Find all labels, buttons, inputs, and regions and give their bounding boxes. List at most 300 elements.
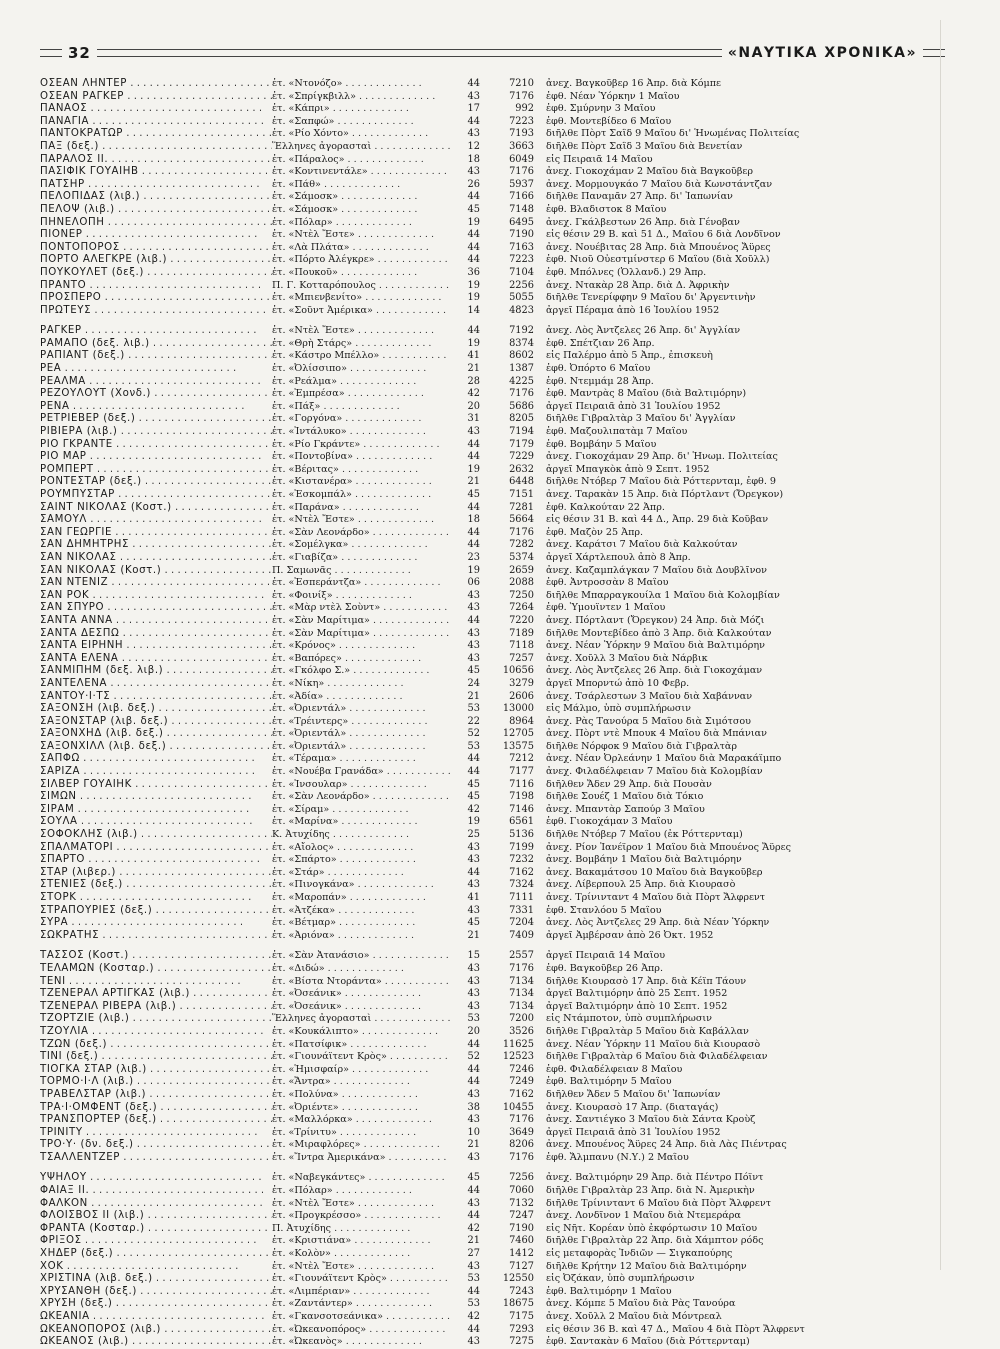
table-row	[40, 527, 935, 540]
ship-year: 43	[467, 1151, 480, 1163]
ship-name: ΣΑΝΜΙΠΗΜ (δεξ. λιβ.) . . .	[40, 665, 272, 678]
table-row	[40, 292, 935, 305]
ship-name: ΩΚΕΑΝΟΣ (λιβ.) . . .	[40, 1336, 272, 1349]
ship-year: 45	[467, 791, 480, 803]
ship-year: 45	[467, 203, 480, 215]
ship-position: διῆλθε Τρίνινταντ 6 Μαΐου διὰ Πὸρτ Ἄλφρεντ	[546, 1197, 772, 1209]
ship-year: 23	[467, 551, 480, 563]
ship-owner: ἐτ. «Ὀλίσσιπο» . . .	[272, 363, 450, 376]
ship-position: ἀνεχ. Λονδῖνον 1 Μαΐου διὰ Ντεμεράρα	[546, 1210, 741, 1222]
ship-position: ἀργεῖ Πειραιᾶ 14 Μαΐου	[546, 950, 666, 962]
ship-year: 19	[467, 463, 480, 475]
ship-position: ἀνεχ. Γιοκοχάμαν 2 Μαΐου διὰ Βαγκοῦβερ	[546, 166, 754, 178]
table-row	[40, 1001, 935, 1014]
ship-tonnage: 7192	[509, 325, 534, 337]
table-row	[40, 426, 935, 439]
ship-tonnage: 3279	[509, 677, 534, 689]
ship-name: ΠΡΑΝΤΟ . . .	[40, 280, 272, 293]
table-row	[40, 1336, 935, 1349]
ship-year: 44	[467, 1063, 480, 1075]
ship-year: 43	[467, 962, 480, 974]
table-row	[40, 128, 935, 141]
ship-year: 19	[467, 216, 480, 228]
ship-name: ΦΡΙΞΟΣ . . .	[40, 1235, 272, 1248]
ship-owner: ἐτ. «Βέτμαρ» . . .	[272, 917, 450, 930]
table-row	[40, 514, 935, 527]
ship-name: ΣΤΡΑΠΟΥΡΙΕΣ (δεξ.) . . .	[40, 905, 272, 918]
ship-tonnage: 7257	[509, 652, 534, 664]
page-fold-line	[940, 20, 941, 1270]
ship-name: ΩΚΕΑΝΙΑ . . .	[40, 1311, 272, 1324]
ship-position: ἀνεχ. Πὸρτ ντὲ Μπουκ 4 Μαΐου διὰ Μπάνιαν	[546, 728, 767, 740]
table-row	[40, 476, 935, 489]
table-row	[40, 779, 935, 792]
ship-position: ἀνεχ. Βαλτιμόρην 29 Ἀπρ. διὰ Πέντρο Πόϊντ	[546, 1172, 764, 1184]
ship-position: ἀνεχ. Τσάρλεστων 3 Μαΐου διὰ Χαβάνναν	[546, 690, 753, 702]
table-row	[40, 678, 935, 691]
ship-tonnage: 7060	[509, 1185, 534, 1197]
ship-year: 45	[467, 1172, 480, 1184]
table-row	[40, 1152, 935, 1165]
table-row	[40, 179, 935, 192]
ship-position: ἐφθ. Μαζὸν 25 Ἀπρ.	[546, 526, 644, 538]
ship-year: 52	[467, 1051, 480, 1063]
ship-name: ΤΡΙΝΙΤΥ . . .	[40, 1127, 272, 1140]
ship-tonnage: 7118	[509, 640, 534, 652]
ship-name: ΣΟΥΛΑ . . .	[40, 816, 272, 829]
ship-year: 53	[467, 1013, 480, 1025]
ship-name: ΡΕΤΡΙΕΒΕΡ (δεξ.) . . .	[40, 413, 272, 426]
ship-owner: ἐτ. «Ἐσκομπάλ» . . .	[272, 489, 450, 502]
ship-tonnage: 7293	[509, 1323, 534, 1335]
table-row	[40, 628, 935, 641]
ship-year: 43	[467, 1000, 480, 1012]
ship-name: ΡΟΝΤΕΣΤΑΡ (δεξ.) . . .	[40, 476, 272, 489]
table-row	[40, 388, 935, 401]
ship-tonnage: 7179	[509, 438, 534, 450]
table-row	[40, 413, 935, 426]
table-row	[40, 1235, 935, 1248]
ship-tonnage: 4225	[509, 375, 534, 387]
ship-year: 19	[467, 337, 480, 349]
ship-year: 43	[467, 904, 480, 916]
ship-year: 21	[467, 1235, 480, 1247]
ship-year: 45	[467, 917, 480, 929]
ship-owner: ἐτ. «Ποντοβίνα» . . .	[272, 451, 450, 464]
ship-name: ΡΕΖΟΥΛΟΥΤ (Χονδ.) . . .	[40, 388, 272, 401]
ship-year: 25	[467, 829, 480, 841]
ship-tonnage: 8602	[509, 350, 534, 362]
ship-position: ἐφθ. Στανλόου 5 Μαΐου	[546, 904, 662, 916]
table-row	[40, 1139, 935, 1152]
ship-tonnage: 7134	[509, 1000, 534, 1012]
ship-position: ἀνεχ. Χοῦλλ 3 Μαΐου διὰ Νάρβικ	[546, 652, 708, 664]
ship-tonnage: 5937	[509, 178, 534, 190]
ship-owner: ἐτ. «Γιουνάϊτεντ Κρὸς» . . .	[272, 1273, 450, 1286]
page-number: 32	[68, 44, 91, 62]
ship-owner: ἐτ. «Σὰν Ἀτανάσιο» . . .	[272, 950, 450, 963]
ship-name: ΤΙΝΙ (δεξ.) . . .	[40, 1051, 272, 1064]
ship-owner: ἐτ. «Ὀριέντε» . . .	[272, 1102, 450, 1115]
ship-name: ΤΕΛΑΜΩΝ (Κοσταρ.) . . .	[40, 963, 272, 976]
ship-tonnage: 8374	[509, 337, 534, 349]
ship-name: ΣΑΙΝΤ ΝΙΚΟΛΑΣ (Κοστ.) . . .	[40, 502, 272, 515]
ship-position: ἀργεῖ Βαλτιμόρην ἀπὸ 10 Σεπτ. 1952	[546, 1000, 728, 1012]
ship-owner: ἐτ. «Ζαντάντερ» . . .	[272, 1298, 450, 1311]
ship-owner: ἐτ. «Μπιενβενίτο» . . .	[272, 292, 450, 305]
ship-name: ΣΠΑΛΜΑΤΟΡΙ . . .	[40, 842, 272, 855]
ship-name: ΧΡΥΣΑΝΘΗ (δεξ.) . . .	[40, 1286, 272, 1299]
ship-owner: ἐτ. «Ἰνσουλαρ» . . .	[272, 779, 450, 792]
ship-year: 27	[467, 1248, 480, 1260]
ship-position: διῆλθε Σουέζ 1 Μαΐου διὰ Τόκιο	[546, 791, 704, 803]
ship-name: ΣΤΕΝΙΕΣ (δεξ.) . . .	[40, 879, 272, 892]
ship-name: ΣΑΝ ΝΙΚΟΛΑΣ (Κοστ.) . . .	[40, 565, 272, 578]
table-row	[40, 103, 935, 116]
ship-name: ΤΣΑΛΛΕΝΤΖΕΡ . . .	[40, 1152, 272, 1165]
ship-year: 38	[467, 1101, 480, 1113]
ship-tonnage: 7200	[509, 1013, 534, 1025]
ship-tonnage: 7111	[509, 892, 534, 903]
ship-position: εἰς Ντάμποτον, ὑπὸ συμπλήρωσιν	[546, 1013, 712, 1025]
ship-tonnage: 7460	[509, 1235, 534, 1247]
ship-position: ἐφθ. Μαζουλιπατὰμ 7 Μαΐου	[546, 426, 688, 438]
ship-tonnage: 7175	[509, 1311, 534, 1322]
ship-year: 44	[467, 451, 480, 463]
ship-name: ΤΖΩΝ (δεξ.) . . .	[40, 1039, 272, 1052]
ship-name: ΧΟΚ . . .	[40, 1261, 272, 1274]
table-row	[40, 615, 935, 628]
ship-tonnage: 4823	[509, 304, 534, 316]
ship-position: ἀνεχ. Καζαμπλάγκαν 7 Μαΐου διὰ Δουβλῖνον	[546, 564, 768, 576]
ship-position: ἀνεχ. Πόρτλαντ (Ὄρεγκον) 24 Ἀπρ. διὰ Μόζι	[546, 614, 765, 626]
ship-name: ΣΑΞΟΝΣΗ (λιβ. δεξ.) . . .	[40, 703, 272, 716]
ship-name: ΤΡΑΒΕΛΣΤΑΡ (λιβ.) . . .	[40, 1089, 272, 1102]
ship-tonnage: 7275	[509, 1336, 534, 1348]
ship-year: 44	[467, 438, 480, 450]
ship-year: 43	[467, 652, 480, 664]
ship-position: ἀνεχ. Νουέβιτας 28 Ἀπρ. διὰ Μπουένος Ἄϋρες	[546, 241, 771, 253]
table-row	[40, 439, 935, 452]
ship-tonnage: 7194	[509, 426, 534, 438]
ship-owner: ἐτ. «Σοῦντ Ἀμέρικα» . . .	[272, 305, 450, 318]
ship-tonnage: 7134	[509, 988, 534, 1000]
ship-position: διῆλθε Τενερίφφην 9 Μαΐου δι' Ἀργεντινὴν	[546, 292, 756, 304]
table-row	[40, 963, 935, 976]
ship-year: 44	[467, 229, 480, 241]
ship-year: 41	[467, 892, 480, 903]
ship-tonnage: 7246	[509, 1063, 534, 1075]
ship-position: εἰς Πειραιᾶ 14 Μαΐου	[546, 153, 653, 165]
ship-position: ἐφθ. Μαντρὰς 8 Μαΐου (διὰ Βαλτιμόρην)	[546, 388, 747, 400]
ship-year: 42	[467, 388, 480, 400]
ship-name: ΧΡΙΣΤΙΝΑ (λιβ. δεξ.) . . .	[40, 1273, 272, 1286]
header-rule-right	[923, 49, 945, 57]
ship-position: εἰς Ὀζάκαν, ὑπὸ συμπλήρωσιν	[546, 1273, 695, 1285]
ship-year: 43	[467, 1336, 480, 1348]
ship-name: ΣΑΝ ΡΟΚ . . .	[40, 590, 272, 603]
group-separator	[40, 942, 935, 950]
ship-tonnage: 7409	[509, 929, 534, 941]
ship-position: ἐφθ. Ὀπόρτο 6 Μαΐου	[546, 363, 651, 375]
ship-tonnage: 7281	[509, 501, 534, 513]
ship-year: 14	[467, 304, 480, 316]
ship-name: ΦΑΛΚΟΝ . . .	[40, 1198, 272, 1211]
table-row	[40, 1185, 935, 1198]
table-row	[40, 1127, 935, 1140]
table-row	[40, 78, 935, 91]
ship-name: ΣΑΝ ΝΤΕΝΙΖ . . .	[40, 577, 272, 590]
ship-year: 43	[467, 854, 480, 866]
ship-owner: ἐτ. «Ἡμισφαίρ» . . .	[272, 1064, 450, 1077]
ship-owner: ἐτ. «Κάστρο Μπέλλο» . . .	[272, 350, 450, 363]
table-row	[40, 950, 935, 963]
ship-movements-table	[40, 78, 935, 1349]
ship-year: 44	[467, 1185, 480, 1197]
ship-tonnage: 7193	[509, 128, 534, 140]
ship-name: ΠΑΤΣΗΡ . . .	[40, 179, 272, 192]
ship-year: 43	[467, 627, 480, 639]
ship-owner: ἐτ. «Σάμοσκ» . . .	[272, 191, 450, 204]
ship-name: ΤΖΕΝΕΡΑΛ ΑΡΤΙΓΚΑΣ (λιβ.) . . .	[40, 988, 272, 1001]
ship-tonnage: 6049	[509, 153, 534, 165]
ship-name: ΡΟΜΠΕΡΤ . . .	[40, 464, 272, 477]
ship-name: ΡΙΒΙΕΡΑ (λιβ.) . . .	[40, 426, 272, 439]
ship-year: 44	[467, 501, 480, 513]
ship-tonnage: 2088	[509, 577, 534, 589]
ship-tonnage: 2256	[509, 279, 534, 291]
ship-tonnage: 8205	[509, 413, 534, 425]
ship-position: ἀργεῖ Πέραμα ἀπὸ 16 Ἰουλίου 1952	[546, 304, 720, 316]
ship-owner: ἐτ. «Κιστανέρα» . . .	[272, 476, 450, 489]
group-separator	[40, 1164, 935, 1172]
ship-position: εἰς Παλέρμο ἀπὸ 5 Ἀπρ., ἐπισκευὴ	[546, 350, 713, 362]
ship-owner: ἐτ. «Σομέλγκα» . . .	[272, 539, 450, 552]
ship-tonnage: 11625	[502, 1038, 534, 1050]
ship-position: ἐφθ. Νέαν Ὑόρκην 1 Μαΐου	[546, 90, 680, 102]
ship-name: ΣΑΞΟΝΣΤΑΡ (λιβ. δεξ.) . . .	[40, 716, 272, 729]
ship-tonnage: 13000	[502, 703, 534, 715]
ship-name: ΤΡΟ·Υ· (δν. δεξ.) . . .	[40, 1139, 272, 1152]
ship-owner: ἐτ. «Σίραμ» . . .	[272, 804, 450, 817]
ship-position: διῆλθε Μοντεβίδεο ἀπὸ 3 Ἀπρ. διὰ Καλκούταν	[546, 627, 772, 639]
ship-position: ἀνεχ. Μορμουγκάο 7 Μαΐου διὰ Κωνστάντζαν	[546, 178, 773, 190]
ship-owner: ἐτ. «Μιραφλόρες» . . .	[272, 1139, 450, 1152]
ship-position: ἐφθ. Βαλτιμόρην 1 Μαΐου	[546, 1285, 672, 1297]
ship-year: 43	[467, 166, 480, 178]
table-row	[40, 577, 935, 590]
ship-year: 42	[467, 1311, 480, 1322]
ship-year: 44	[467, 115, 480, 127]
ship-owner: ἐτ. «Ὠκεανοπόρος» . . .	[272, 1324, 450, 1337]
ship-name: ΣΙΜΩΝ . . .	[40, 791, 272, 804]
table-row	[40, 716, 935, 729]
table-row	[40, 191, 935, 204]
header-rule-middle	[97, 49, 722, 57]
ship-tonnage: 7162	[509, 1088, 534, 1100]
ship-owner: ἐτ. «Ρίο Χόντο» . . .	[272, 128, 450, 141]
ship-position: διῆλθε Γιβραλτὰρ 23 Ἀπρ. διὰ Ν. Ἀμερικὴν	[546, 1185, 755, 1197]
ship-tonnage: 7223	[509, 254, 534, 266]
ship-year: 44	[467, 325, 480, 337]
ship-name: ΡΑΜΑΠΟ (δεξ. λιβ.) . . .	[40, 338, 272, 351]
ship-owner: ἐτ. «Πολύνα» . . .	[272, 1089, 450, 1102]
ship-owner: ἐτ. «Μὰρ ντὲλ Σοὺντ» . . .	[272, 602, 450, 615]
table-row	[40, 141, 935, 154]
ship-name: ΠΗΝΕΛΟΠΗ . . .	[40, 217, 272, 230]
ship-year: 20	[467, 1025, 480, 1037]
ship-position: διῆλθε Γιβραλτὰρ 3 Μαΐου δι' Ἀγγλίαν	[546, 413, 736, 425]
ship-owner: ἐτ. «Στάρ» . . .	[272, 867, 450, 880]
table-row	[40, 91, 935, 104]
ship-name: ΣΑΠΦΩ . . .	[40, 753, 272, 766]
table-row	[40, 976, 935, 989]
ship-tonnage: 3526	[509, 1025, 534, 1037]
ship-year: 18	[467, 153, 480, 165]
ship-position: διῆλθε Γιβραλτὰρ 5 Μαΐου διὰ Καβάλλαν	[546, 1025, 749, 1037]
ship-owner: ἐτ. «Μαροπάν» . . .	[272, 892, 450, 905]
ship-name: ΣΑΜΟΥΛ . . .	[40, 514, 272, 527]
ship-name: ΡΙΟ ΜΑΡ . . .	[40, 451, 272, 464]
table-row	[40, 653, 935, 666]
ship-owner: ἐτ. «Πουκοῦ» . . .	[272, 267, 450, 280]
ship-tonnage: 5664	[509, 514, 534, 526]
ship-position: ἐφθ. Ἀντροσσὰν 8 Μαΐου	[546, 577, 669, 589]
ship-tonnage: 5374	[509, 551, 534, 563]
ship-name: ΤΡΑ·Ι·ΟΜΦΕΝΤ (δεξ.) . . .	[40, 1102, 272, 1115]
table-row	[40, 1051, 935, 1064]
ship-year: 53	[467, 1298, 480, 1310]
ship-tonnage: 2632	[509, 463, 534, 475]
table-row	[40, 464, 935, 477]
ship-position: ἐφθ. Μοντεβίδεο 6 Μαΐου	[546, 115, 672, 127]
ship-position: ἐφθ. Βλαδιστοκ 8 Μαΐου	[546, 203, 667, 215]
table-row	[40, 401, 935, 414]
table-row	[40, 766, 935, 779]
ship-name: ΠΑΝΤΟΚΡΑΤΩΡ . . .	[40, 128, 272, 141]
ship-position: ἐφθ. Βομβάην 5 Μαΐου	[546, 438, 657, 450]
ship-year: 43	[467, 640, 480, 652]
ship-tonnage: 7162	[509, 866, 534, 878]
ship-owner: ἐτ. «Ντὲλ Ἔστε» . . .	[272, 1261, 450, 1274]
ship-position: εἰς μεταφορὰς Ἰνδιῶν — Σιγκαπούρης	[546, 1248, 733, 1260]
table-row	[40, 590, 935, 603]
ship-tonnage: 7176	[509, 962, 534, 974]
ship-tonnage: 7190	[509, 1222, 534, 1234]
ship-year: 52	[467, 728, 480, 740]
ship-name: ΣΑΞΟΝΧΙΛΛ (λιβ. δεξ.) . . .	[40, 741, 272, 754]
table-row	[40, 892, 935, 905]
ship-tonnage: 7116	[509, 778, 534, 790]
ship-owner: ἐτ. «Κολὸν» . . .	[272, 1248, 450, 1261]
ship-tonnage: 13575	[502, 740, 534, 752]
ship-name: ΦΡΑΝΤΑ (Κοσταρ.) . . .	[40, 1223, 272, 1236]
ship-year: 36	[467, 266, 480, 278]
ship-owner: ἐτ. «Σαπφώ» . . .	[272, 116, 450, 129]
table-row	[40, 325, 935, 338]
ship-position: ἀργεῖ Ἀμβέρσαν ἀπὸ 26 Ὀκτ. 1952	[546, 929, 714, 941]
ship-position: ἀργεῖ Χάρτλεπουλ ἀπὸ 8 Ἀπρ.	[546, 551, 691, 563]
ship-owner: ἐτ. «Ντὲλ Ἔστε» . . .	[272, 229, 450, 242]
ship-position: διῆλθε Ντόβερ 7 Μαΐου (ἐκ Ρόττερνταμ)	[546, 829, 743, 841]
ship-name: ΠΑΡΑΛΟΣ ΙΙ. . . .	[40, 154, 272, 167]
ship-tonnage: 7176	[509, 388, 534, 400]
table-row	[40, 917, 935, 930]
ship-position: ἀνεχ. Νέαν Ὀρλεάνην 1 Μαΐου διὰ Μαρακάϊμπο	[546, 753, 782, 765]
table-row	[40, 242, 935, 255]
header-rule-left	[40, 49, 62, 57]
ship-owner: ἐτ. «Νίκη» . . .	[272, 678, 450, 691]
group-separator	[40, 317, 935, 325]
ship-owner: ἐτ. «Ὀριεντάλ» . . .	[272, 741, 450, 754]
ship-owner: ἐτ. «Γιουνάϊτεντ Κρὸς» . . .	[272, 1051, 450, 1064]
ship-year: 44	[467, 78, 480, 89]
table-row	[40, 1261, 935, 1274]
ship-tonnage: 12523	[502, 1051, 534, 1063]
ship-owner: ἐτ. «Ὀσεάνικ» . . .	[272, 988, 450, 1001]
table-row	[40, 640, 935, 653]
ship-owner: ἐτ. «Ντὲλ Ἔστε» . . .	[272, 514, 450, 527]
ship-name: ΠΑΝΑΟΣ . . .	[40, 103, 272, 116]
ship-position: διῆλθε Γιβραλτὰρ 22 Ἀπρ. διὰ Χάμπτον ρόδς	[546, 1235, 764, 1247]
ship-position: ἀνεχ. Κιουρασὸ 17 Ἀπρ. (διαταγάς)	[546, 1101, 719, 1113]
ship-owner: ἐτ. «Σὰν Λεονάρδο» . . .	[272, 791, 450, 804]
ship-name: ΣΟΦΟΚΛΗΣ (λιβ.) . . .	[40, 829, 272, 842]
table-row	[40, 1039, 935, 1052]
table-row	[40, 1324, 935, 1337]
ship-position: ἀνεχ. Λὸς Ἀντζελες 26 Ἀπρ. δι' Ἀγγλίαν	[546, 325, 741, 337]
ship-name: ΣΤΟΡΚ . . .	[40, 892, 272, 905]
ship-name: ΣΑΝ ΣΠΥΡΟ . . .	[40, 602, 272, 615]
ship-position: ἐφθ. Μπόλνες (Ὁλλανδ.) 29 Ἀπρ.	[546, 266, 707, 278]
ship-position: ἀνεχ. Γιοκοχάμαν 29 Ἀπρ. δι' Ἡνωμ. Πολιτείας	[546, 451, 778, 463]
ship-position: εἰς Μάλμο, ὑπὸ συμπλήρωσιν	[546, 703, 691, 715]
ship-tonnage: 7331	[509, 904, 534, 916]
ship-owner: Π. Σαμωνᾶς . . .	[272, 565, 450, 578]
table-row	[40, 1223, 935, 1236]
ship-tonnage: 1412	[509, 1248, 534, 1260]
ship-tonnage: 6495	[509, 216, 534, 228]
ship-position: ἀνεχ. Λίβερπουλ 25 Ἀπρ. διὰ Κιουρασὸ	[546, 879, 736, 891]
table-row	[40, 363, 935, 376]
ship-position: διῆλθεν Ἄδεν 5 Μαΐου δι' Ἰαπωνίαν	[546, 1088, 721, 1100]
ship-year: 21	[467, 690, 480, 702]
table-row	[40, 1076, 935, 1089]
ship-owner: ἐτ. «Γκανσοτσεάνικα» . . .	[272, 1311, 450, 1324]
table-row	[40, 1172, 935, 1185]
ship-year: 12	[467, 140, 480, 152]
ship-owner: ἐτ. «Βαπόρες» . . .	[272, 653, 450, 666]
ship-owner: ἐτ. «Παράνα» . . .	[272, 502, 450, 515]
ship-year: 43	[467, 602, 480, 614]
ship-year: 19	[467, 292, 480, 304]
ship-tonnage: 7176	[509, 1114, 534, 1126]
ship-name: ΣΑΞΟΝΧΗΔ (λιβ. δεξ.) . . .	[40, 728, 272, 741]
ship-position: διῆλθε Ντόβερ 7 Μαΐου διὰ Ρόττερνταμ, ἐφθ. 9	[546, 476, 777, 488]
ship-name: ΧΗΔΕΡ (δεξ.) . . .	[40, 1248, 272, 1261]
ship-name: ΠΡΟΣΠΕΡΟ . . .	[40, 292, 272, 305]
ship-position: ἐφθ. Ἄλμπανυ (Ν.Υ.) 2 Μαΐου	[546, 1151, 689, 1163]
ship-year: 44	[467, 254, 480, 266]
ship-owner: ἐτ. «Πόλαρ» . . .	[272, 1185, 450, 1198]
ship-year: 44	[467, 1076, 480, 1088]
ship-year: 19	[467, 816, 480, 828]
ship-owner: ἐτ. «Πάθ» . . .	[272, 179, 450, 192]
table-row	[40, 1013, 935, 1026]
ship-tonnage: 12550	[502, 1273, 534, 1285]
ship-tonnage: 7198	[509, 791, 534, 803]
ship-owner: Π. Γ. Κοτταρόπουλος . . .	[272, 280, 450, 293]
